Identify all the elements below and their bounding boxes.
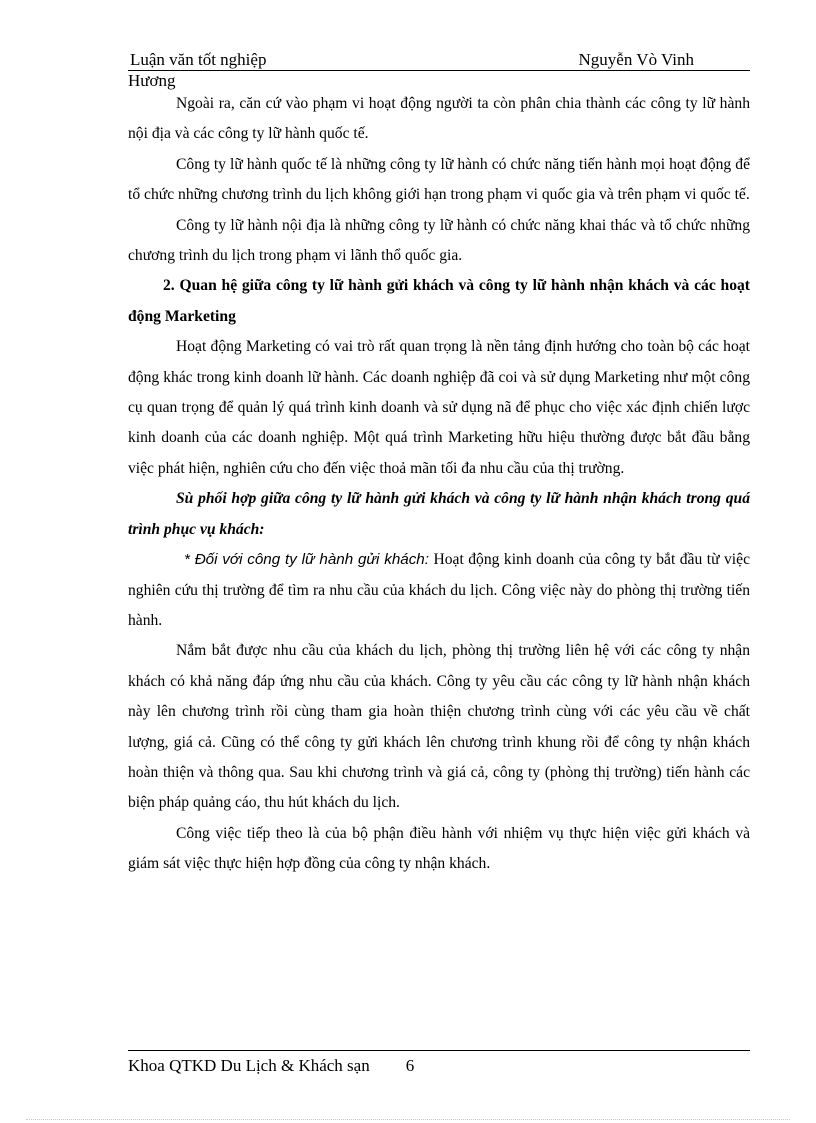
sub-heading: Sù phối hợp giữa công ty lữ hành gửi khách và công ty lữ hành nhận khách trong quá trình phục vụ khách: <box>128 490 750 538</box>
header-title: Luận văn tốt nghiệp <box>130 50 267 69</box>
bullet-text: Hoạt động kinh doanh của công ty bắt đầu từ việc nghiên cứu thị trường để tìm ra nhu cầu của khách du lịch. Công việc này do phòng thị trường tiến hành. <box>128 551 750 629</box>
document-body <box>128 89 750 880</box>
footer-text: Khoa QTKD Du Lịch & Khách sạn <box>128 1056 370 1075</box>
bullet-paragraph <box>128 545 750 636</box>
header-author-continuation: Hương <box>128 71 176 90</box>
page-header <box>128 50 750 91</box>
header-line <box>128 50 750 71</box>
header-author: Nguyễn Vò Vinh <box>578 50 694 69</box>
page-number: 6 <box>405 1056 415 1075</box>
page-footer <box>128 1050 750 1076</box>
paragraph: Công ty lữ hành nội địa là những công ty lữ hành có chức năng khai thác và tổ chức những chương trình du lịch trong phạm vi lãnh thổ quốc gia. <box>128 216 750 265</box>
section-heading: 2. Quan hệ giữa công ty lữ hành gửi khách và công ty lữ hành nhận khách và các hoạt động Marketing <box>128 277 750 325</box>
bullet-label: * Đối với công ty lữ hành gửi khách: <box>184 551 429 569</box>
paragraph: Ngoài ra, căn cứ vào phạm vi hoạt động người ta còn phân chia thành các công ty lữ hành nội địa và các công ty lữ hành quốc tế. <box>128 95 750 143</box>
paragraph: Công ty lữ hành quốc tế là những công ty lữ hành có chức năng tiến hành mọi hoạt động để tổ chức những chương trình du lịch không giới hạn trong phạm vi quốc gia và trên phạm vi quốc tế. <box>128 155 750 204</box>
paragraph: Nắm bắt được nhu cầu của khách du lịch, phòng thị trường liên hệ với các công ty nhận khách có khả năng đáp ứng nhu cầu của khách. Công ty yêu cầu các công ty lữ hành nhận khách này lên chương trình rồi cùng tham gia hoàn thiện chương trình cùng với các yêu cầu về chất lượng, giá cả. Cũng có thể công ty gửi khách lên chương trình khung rồi để công ty nhận khách hoàn thiện và thông qua. Sau khi chương trình và giá cả, công ty (phòng thị trường) tiến hành các biện pháp quảng cáo, thu hút khách du lịch. <box>128 642 750 812</box>
paragraph: Công việc tiếp theo là của bộ phận điều hành với nhiệm vụ thực hiện việc gửi khách và giám sát việc thực hiện hợp đồng của công ty nhận khách. <box>128 824 750 873</box>
page-edge-divider <box>26 1119 790 1120</box>
paragraph: Hoạt động Marketing có vai trò rất quan trọng là nền tảng định hướng cho toàn bộ các hoạt động khác trong kinh doanh lữ hành. Các doanh nghiệp đã coi và sử dụng Marketing như một công cụ quan trọng để quản lý quá trình kinh doanh và sử dụng nã để phục cho việc xác định chiến lược kinh doanh của các doanh nghiệp. Một quá trình Marketing hữu hiệu thường được bắt đầu bằng việc phát hiện, nghiên cứu cho đến việc thoả mãn tối đa nhu cầu của thị trường. <box>128 338 750 477</box>
